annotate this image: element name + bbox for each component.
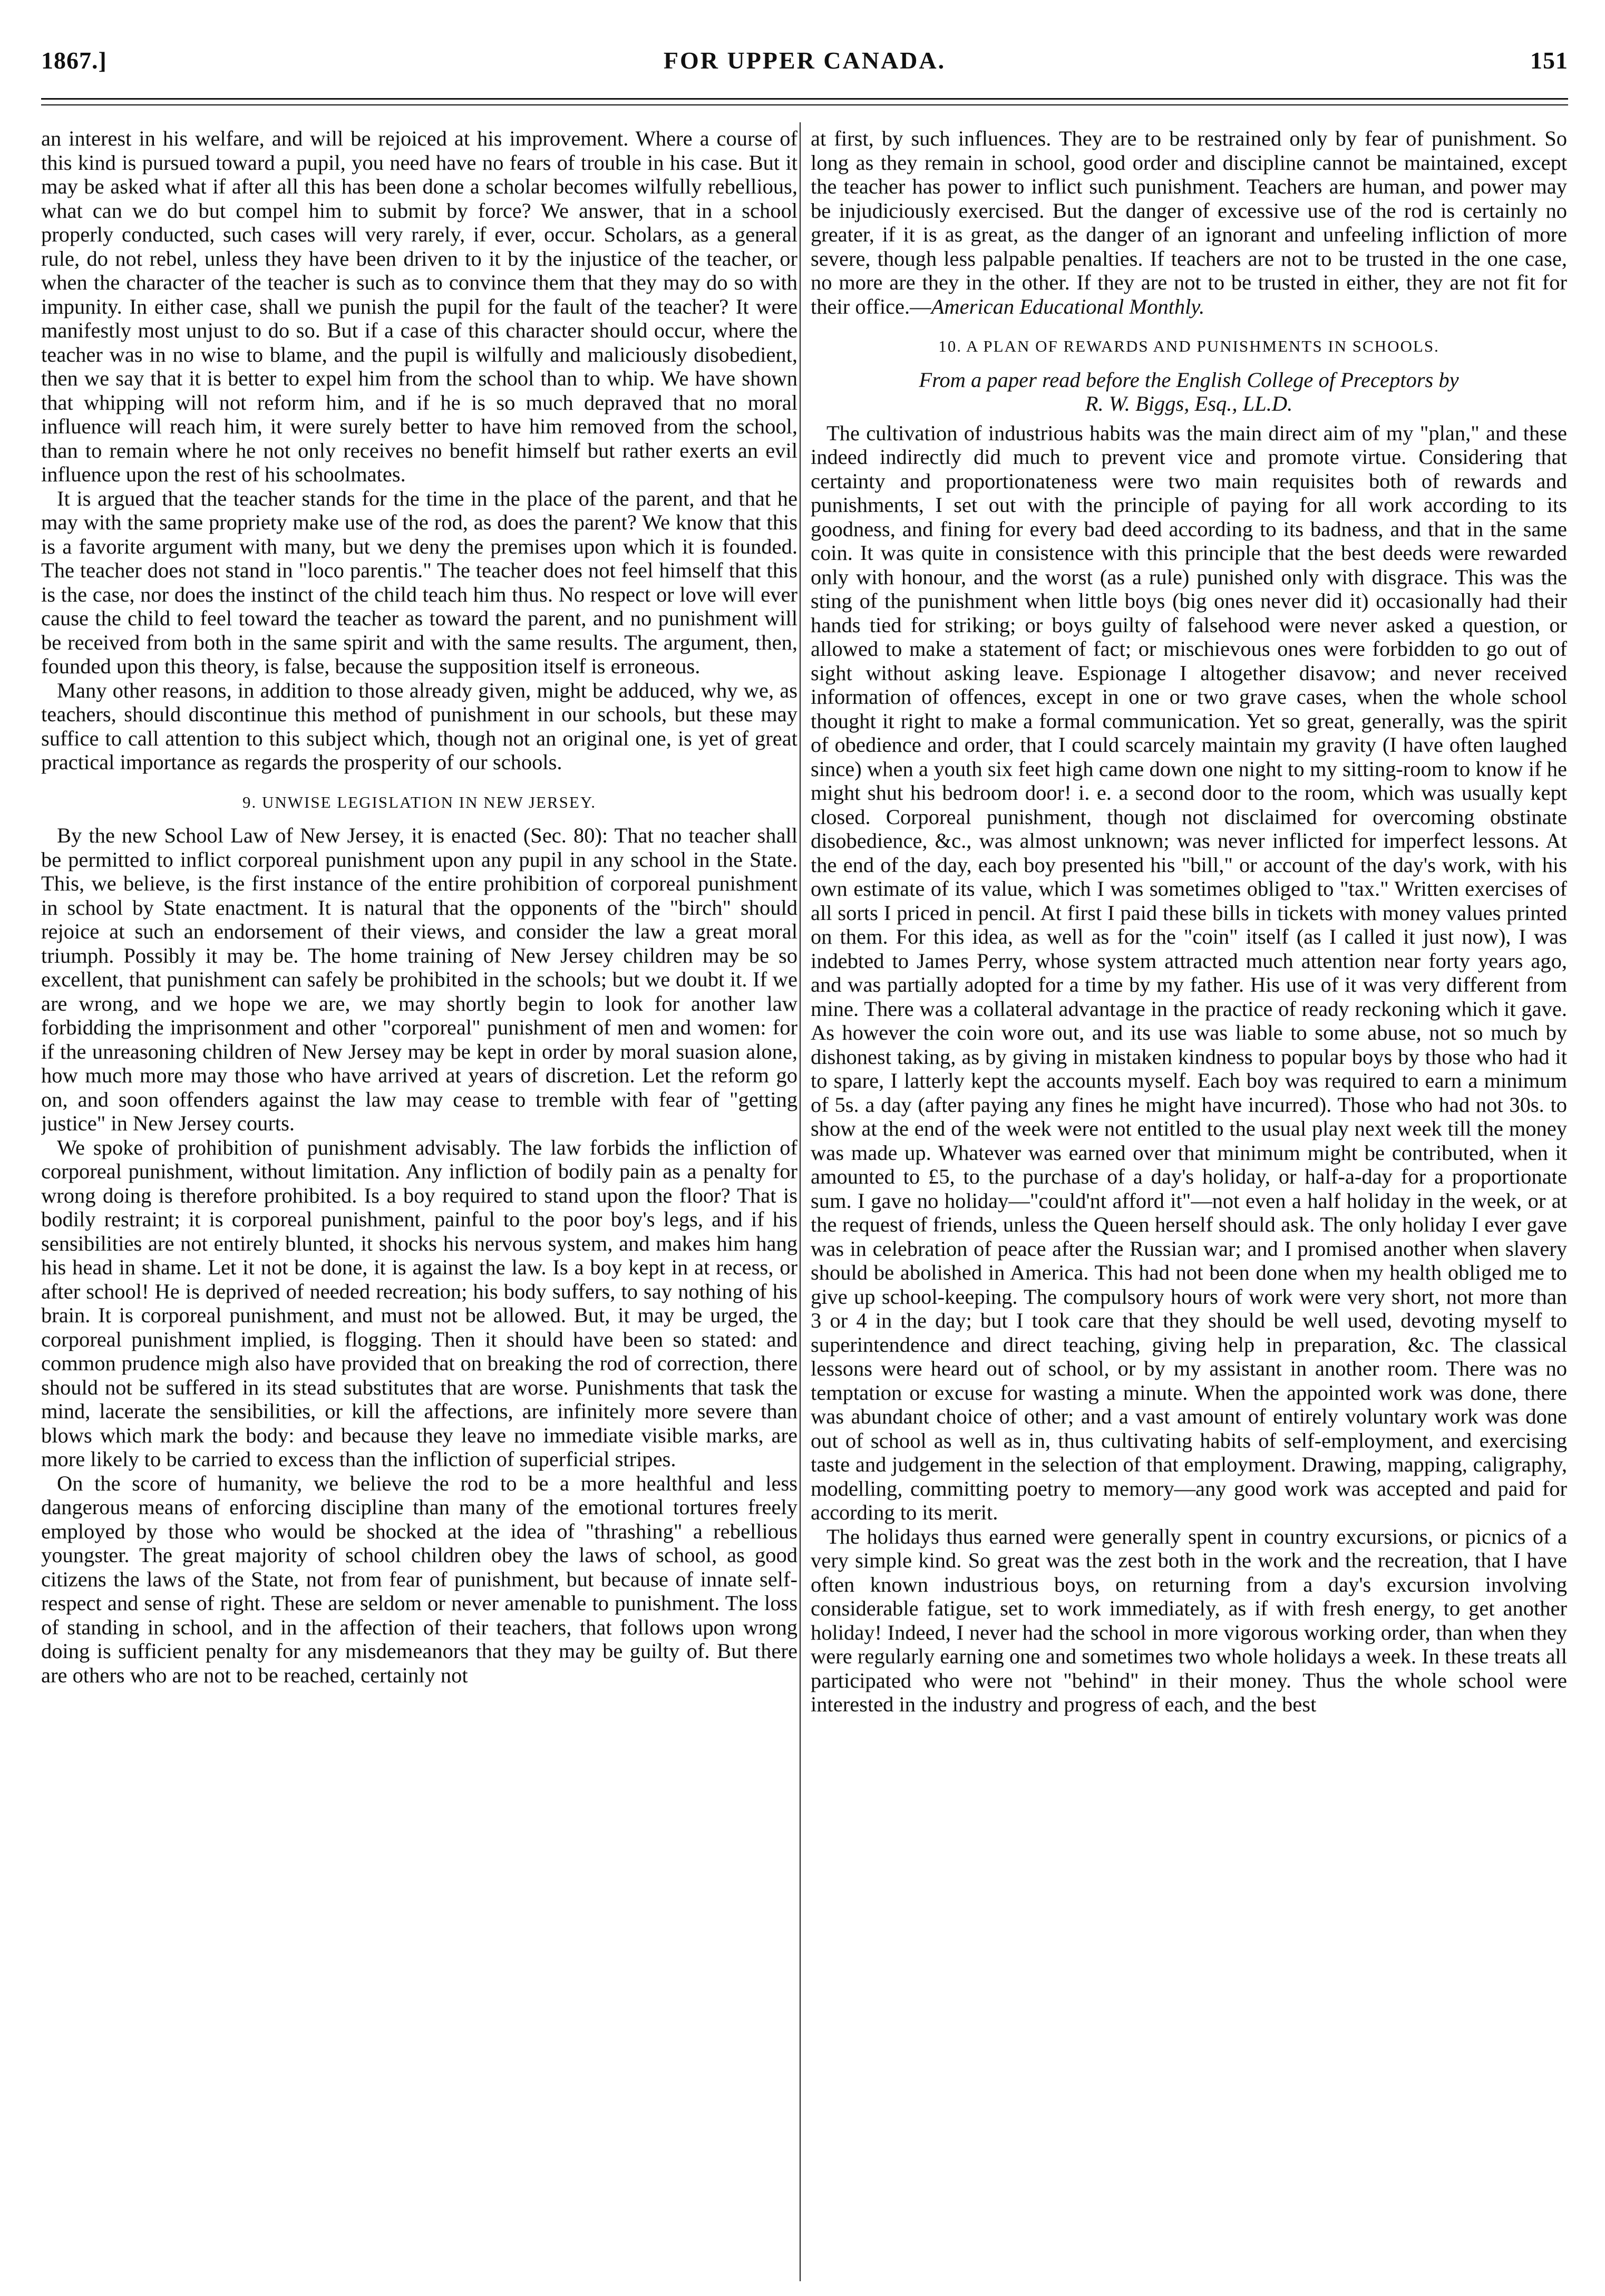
right-paragraph-3: The holidays thus earned were generally spent in country excursions, or picnics of a very simple kind. So great was the zest both in the work and the recreation, that I have often known industrious boys, on returning from a day's excursion involving considerable fatigue, set to work immediately, as if with fresh energy, to get another holiday! Indeed, I never had the school in more vigorous working order, than when they were regularly earning one and sometimes two whole holidays a week. In these treats all participated who were not "behind" in their money. Thus the whole school were interested in the industry and progress of each, and the best (811, 1524, 1567, 1716)
header-year: 1867.] (41, 47, 107, 74)
page-number: 151 (1530, 47, 1568, 74)
section-heading-9: 9. UNWISE LEGISLATION IN NEW JERSEY. (242, 792, 596, 811)
header-title: FOR UPPER CANADA. (663, 47, 946, 74)
right-paragraph-1-text: at first, by such influences. They are to be restrained only by fear of punishment. So long as they remain in school, good order and discipline cannot be maintained, except the teacher has power to inflict such punishment. Teachers are human, and power may be injudiciously exercised. But the danger of excessive use of the rod is certainly no greater, if it is as great, as the danger of an ignorant and unfeeling infliction of more severe, though less palpable penalties. If teachers are not to be trusted in the one case, no more are they in the other. If they are not to be trusted in either, they are not fit for their office.— (811, 127, 1567, 318)
left-paragraph-6: On the score of humanity, we believe the rod to be a more healthful and less dangerous means of enforcing discipline than many of the emotional tortures freely employed by those who would be shocked at the idea of "thrashing" a rebellious youngster. The great majority of school children obey the laws of school, as good citizens the laws of the State, not from fear of punishment, but because of innate self-respect and sense of right. These are seldom or never amenable to punishment. The loss of standing in school, and in the affection of their teachers, that follows upon wrong doing is sufficient penalty for any misdemeanors that they may be guilty of. But there are others who are not to be reached, certainly not (41, 1471, 797, 1687)
right-paragraph-2: The cultivation of industrious habits was the main direct aim of my "plan," and these indeed indirectly did much to prevent vice and promote virtue. Considering that certainty and proportionateness were two main requisites both of rewards and punishments, I set out with the principle of paying for all work according to its goodness, and fining for every bad deed according to its badness, and that in the same coin. It was quite in consistence with this principle that the best deeds were rewarded only with honour, and the worst (as a rule) punished only with disgrace. This was the sting of the punishment when little boys (big ones never did it) occasionally had their hands tied for striking; or boys guilty of falsehood were never asked a question, or allowed to make a statement of fact; or mischievous ones were forbidden to go out of sight without asking leave. Espionage I altogether disavow; and never received information of offences, except in one or two grave cases, when the whole school thought it right to make a formal communication. Yet so great, generally, was the spirit of obedience and order, that I could scarcely maintain my gravity (I have often laughed since) when a youth six feet high came down one night to my sitting-room to know if he might shut his bedroom door! i. e. a second door to the room, which was usually kept closed. Corporeal punishment, though not disclaimed for overcoming obstinate disobedience, &c., was almost unknown; was never inflicted for imperfect lessons. At the end of the day, each boy presented his "bill," or account of the day's work, with his own estimate of its value, which I was sometimes obliged to "tax." Written exercises of all sorts I priced in pencil. At first I paid these bills in tickets with money values printed on them. For this idea, as well as for the "coin" itself (as I called it just now), I was indebted to James Perry, whose system attracted much attention near forty years ago, and was partially adopted for a time by my father. His use of it was very different from mine. There was a collateral advantage in the practice of ready reckoning which it gave. As however the coin wore out, and its use was liable to some abuse, not so much by dishonest taking, as by giving in mistaken kindness to popular boys by those who had it to spare, I latterly kept the accounts myself. Each boy was required to earn a minimum of 5s. a day (after paying any fines he might have incurred). Those who had not 30s. to show at the end of the week were not entitled to the usual play next week till the money was made up. Whatever was earned over that minimum might be contributed, when it amounted to £5, to the purchase of a day's holiday, or half-a-day for a proportionate sum. I gave no holiday—"could'nt afford it"—not even a half holiday in the week, or at the request of friends, unless the Queen herself should ask. The only holiday I ever gave was in celebration of peace after the Russian war; and I promised another when slavery should be abolished in America. This had not been done when my health obliged me to give up school-keeping. The compulsory hours of work were very short, not more than 3 or 4 in the day; but I took care that they should be well used, devoting myself to superintendence and direct teaching, giving help in preparation, &c. The classical lessons were heard out of school, or by my assistant in another room. There was no temptation or excuse for wasting a minute. When the appointed work was done, there was abundant choice of other; and a vast amount of entirely voluntary work was done out of school as well as in, thus cultivating habits of self-employment, and exercising taste and judgement in the selection of that employment. Drawing, mapping, caligraphy, modelling, committing poetry to memory—any good work was accepted and paid for according to its merit. (811, 421, 1567, 1524)
header-rule-thin (41, 104, 1568, 105)
left-paragraph-1: an interest in his welfare, and will be rejoiced at his improvement. Where a course of this kind is pursued toward a pupil, you need have no fears of trouble in his case. But it may be asked what if after all this has been done a scholar becomes wilfully rebellious, what can we do but compel him to submit by force? We answer, that in a school properly conducted, such cases will very rarely, if ever, occur. Scholars, as a general rule, do not rebel, unless they have been driven to it by the injustice of the teacher, or when the character of the teacher is such as to convince them that they may do so with impunity. In either case, shall we punish the pupil for the fault of the teacher? It were manifestly most unjust to do so. But if a case of this character should occur, where the teacher was in no wise to blame, and the pupil is wilfully and maliciously disobedient, then we say that it is better to expel him from the school than to whip. We have shown that whipping will not reform him, and if he is so much depraved that no moral influence will reach him, it were surely better to have him removed from the school, than to remain where he not only receives no benefit himself but rather exerts an evil influence upon the rest of his schoolmates. (41, 127, 797, 486)
byline-line-2: R. W. Biggs, Esq., LL.D. (1085, 392, 1293, 415)
left-paragraph-4: By the new School Law of New Jersey, it is enacted (Sec. 80): That no teacher shall be permitted to inflict corporeal punishment upon any pupil in any school in the State. This, we believe, is the first instance of the entire prohibition of corporeal punishment in school by State enactment. It is natural that the opponents of the "birch" should rejoice at such an endorsement of their views, and consider the law a great moral triumph. Possibly it may be. The home training of New Jersey children may be so excellent, that punishment can safely be prohibited in the schools; but we doubt it. If we are wrong, and we hope we are, we may shortly begin to look for another law forbidding the imprisonment and other "corporeal" punishment of men and women: for if the unreasoning children of New Jersey may be kept in order by moral suasion alone, how much more may those who have arrived at years of discretion. Let the reform go on, and soon offenders against the law may cease to tremble with fear of "getting justice" in New Jersey courts. (41, 824, 797, 1135)
header-rule-thick (41, 98, 1568, 100)
source-citation: American Educational Monthly. (931, 294, 1205, 318)
right-column (811, 127, 1567, 2278)
left-column (41, 127, 797, 2278)
right-paragraph-1 (811, 127, 1567, 318)
section-heading-10: 10. A PLAN OF REWARDS AND PUNISHMENTS IN SCHOOLS. (938, 337, 1439, 355)
article-byline (811, 368, 1567, 416)
running-head (41, 46, 1568, 83)
column-divider (800, 122, 801, 2281)
left-paragraph-2: It is argued that the teacher stands for the time in the place of the parent, and that he may with the same propriety make use of the rod, as does the parent? We know that this is a favorite argument with many, but we deny the premises upon which it is founded. The teacher does not stand in "loco parentis." The teacher does not feel himself that this is the case, nor does the instinct of the child teach him thus. No respect or love will ever cause the child to feel toward the teacher as toward the parent, and no punishment will be received from both in the same spirit and with the same results. The argument, then, founded upon this theory, is false, because the supposition itself is erroneous. (41, 486, 797, 678)
left-paragraph-5: We spoke of prohibition of punishment advisably. The law forbids the infliction of corporeal punishment, without limitation. Any infliction of bodily pain as a penalty for wrong doing is therefore prohibited. Is a boy required to stand upon the floor? That is bodily restraint; it is corporeal punishment, painful to the poor boy's legs, and if his sensibilities are not entirely blunted, it shocks his nervous system, and makes him hang his head in shame. Let it not be done, it is against the law. Is a boy kept in at recess, or after school! He is deprived of needed recreation; his body suffers, to say nothing of his brain. It is corporeal punishment, and must not be allowed. But, it may be urged, the corporeal punishment implied, is flogging. Then it should have been so stated: and common prudence migh also have provided that on breaking the rod of correction, there should not be suffered in its stead substitutes that are worse. Punishments that task the mind, lacerate the sensibilities, or kill the affections, are infinitely more severe than blows which mark the body: and because they leave no immediate visible marks, are more likely to be carried to excess than the infliction of superficial stripes. (41, 1135, 797, 1471)
left-paragraph-3: Many other reasons, in addition to those already given, might be adduced, why we, as teachers, should discontinue this method of punishment in our schools, but these may suffice to call attention to this subject which, though not an original one, is yet of great practical importance as regards the prosperity of our schools. (41, 678, 797, 774)
byline-line-1: From a paper read before the English College of Preceptors by (919, 367, 1459, 392)
